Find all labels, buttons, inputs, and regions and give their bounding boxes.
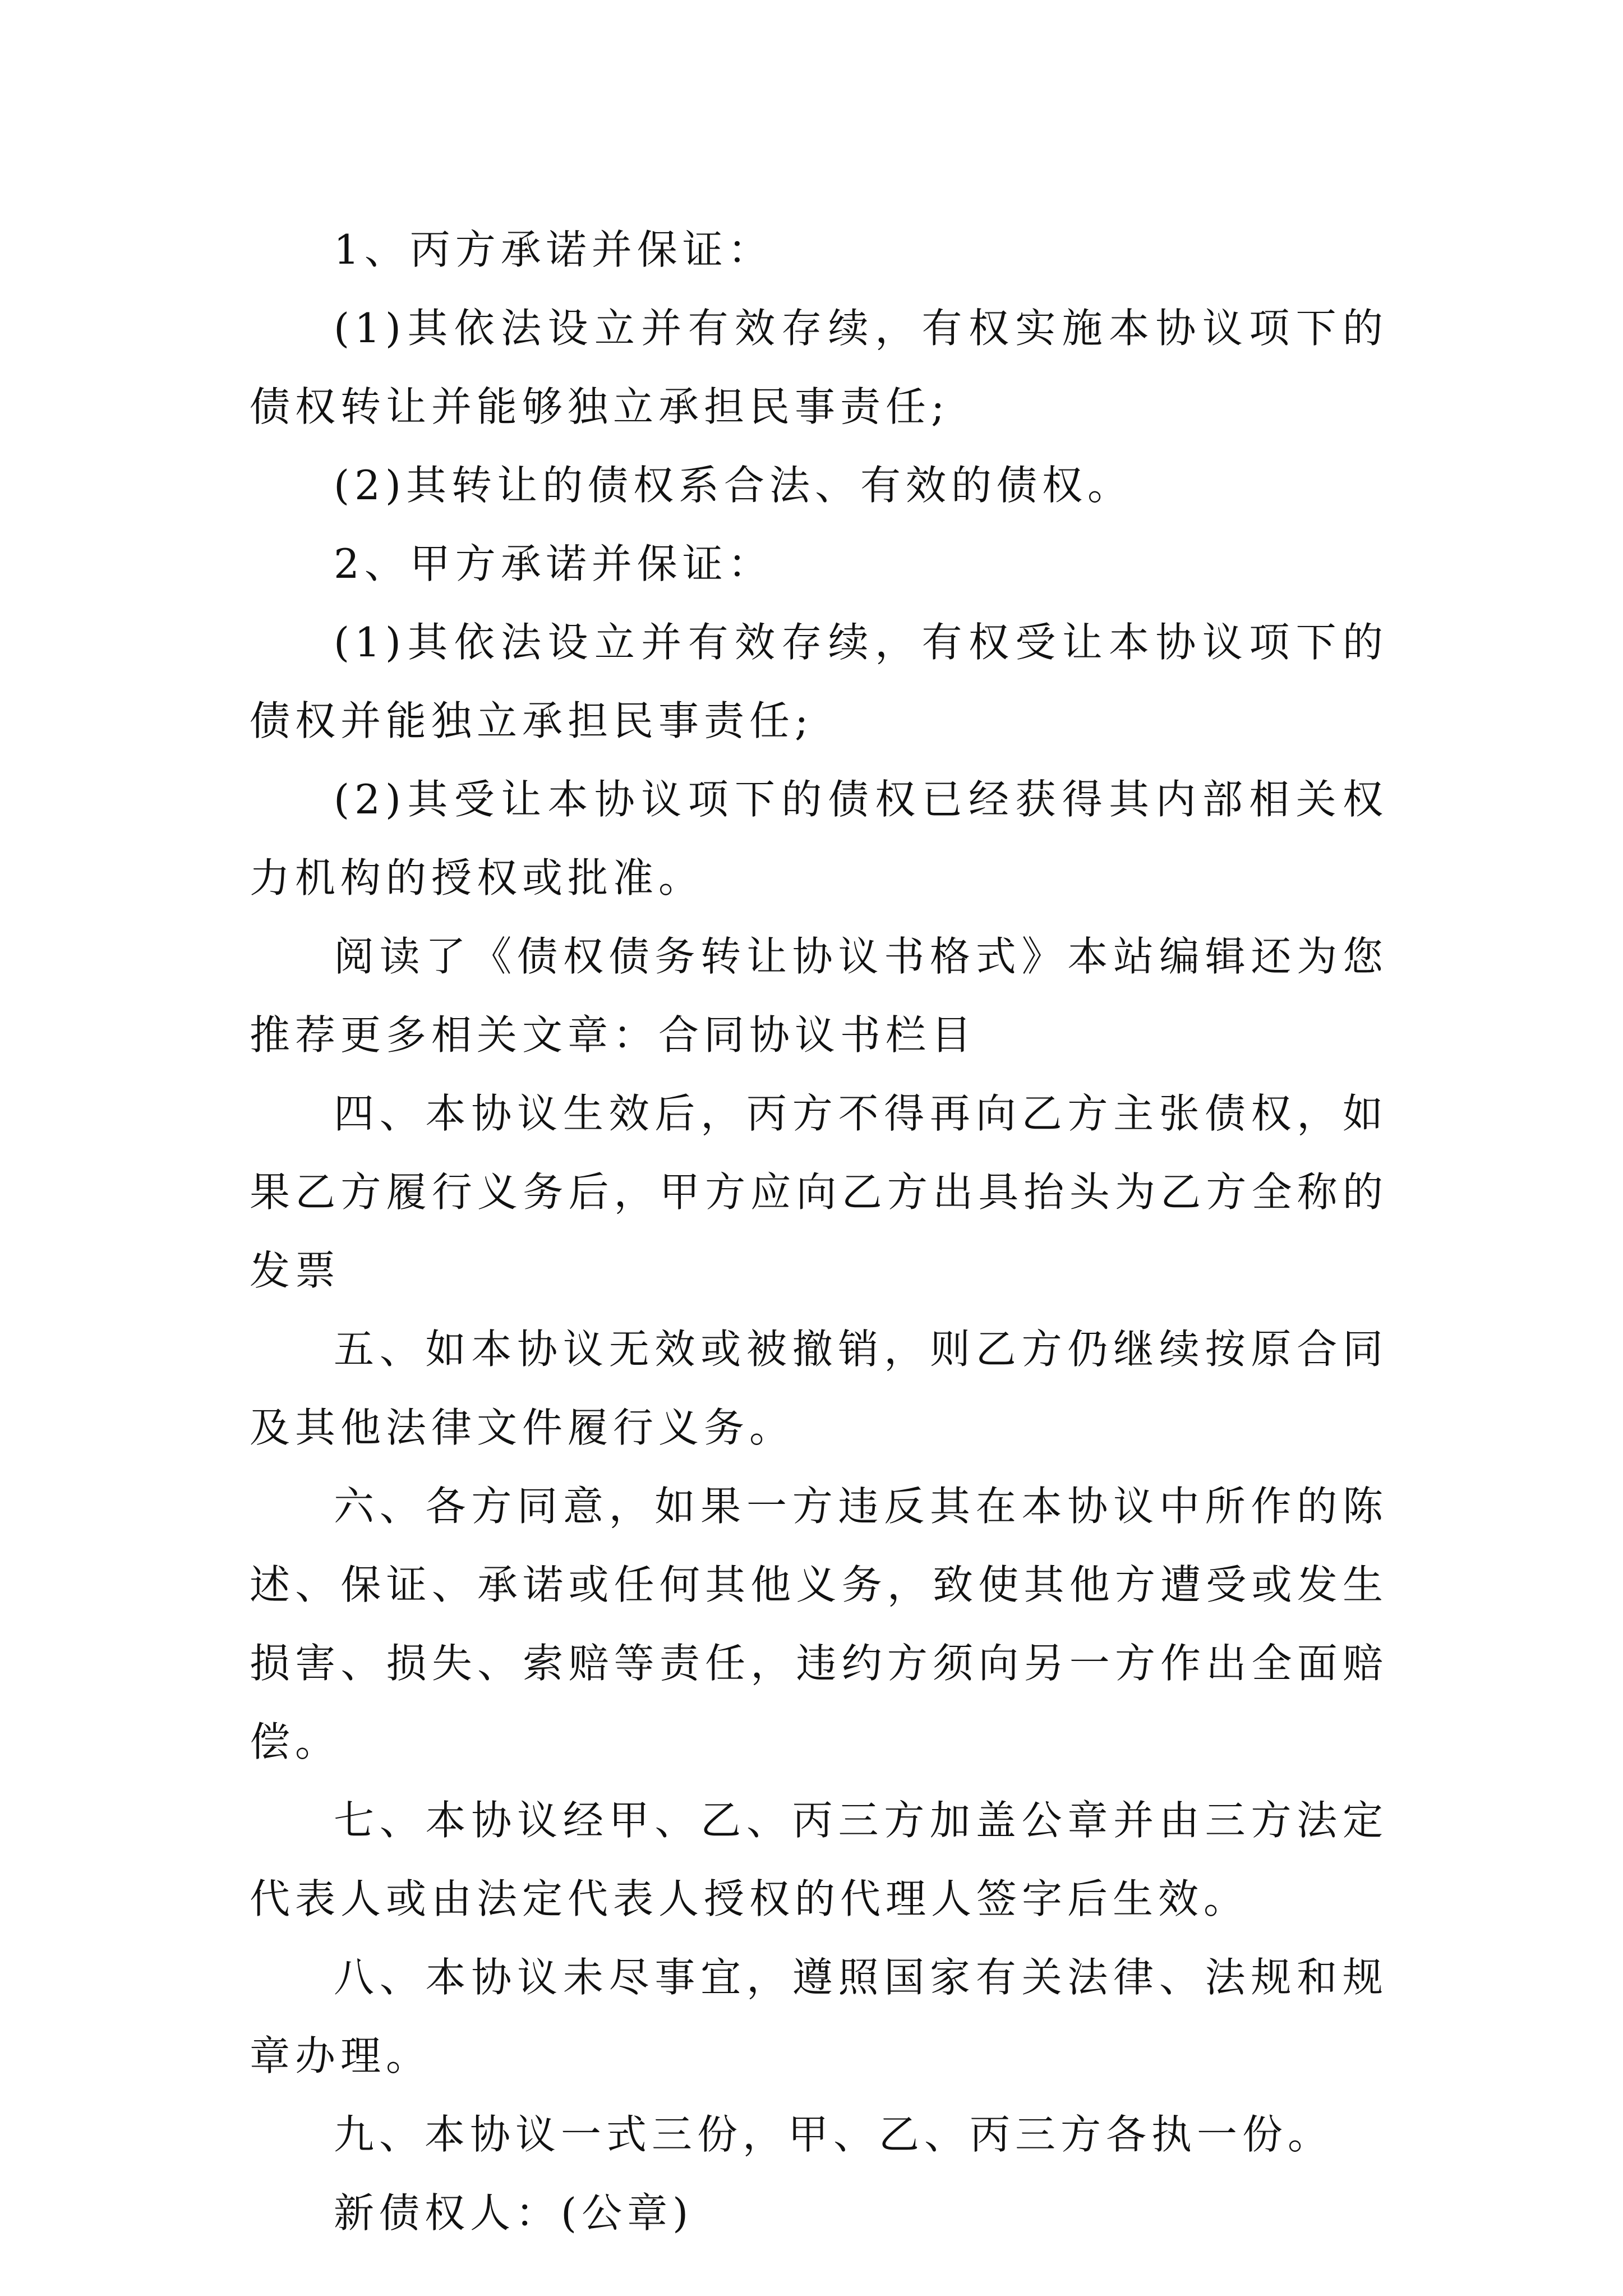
clause-paragraph: 七、本协议经甲、乙、丙三方加盖公章并由三方法定代表人或由法定代表人授权的代理人签字后生效。 — [250, 1797, 1388, 1922]
recommendation-paragraph: 阅读了《债权债务转让协议书格式》本站编辑还为您推荐更多相关文章：合同协议书栏目 — [250, 933, 1388, 1059]
clause-paragraph: 1、丙方承诺并保证： — [334, 226, 773, 273]
clause-paragraph: 六、各方同意，如果一方违反其在本协议中所作的陈述、保证、承诺或任何其他义务，致使其他方遭受或发生损害、损失、索赔等责任，违约方须向另一方作出全面赔偿。 — [250, 1483, 1388, 1765]
clause-paragraph: 四、本协议生效后，丙方不得再向乙方主张债权，如果乙方履行义务后，甲方应向乙方出具抬头为乙方全称的发票 — [250, 1090, 1388, 1294]
clause-paragraph: (1)其依法设立并有效存续，有权受让本协议项下的债权并能独立承担民事责任; — [250, 619, 1388, 744]
clause-paragraph: (1)其依法设立并有效存续，有权实施本协议项下的债权转让并能够独立承担民事责任; — [250, 305, 1388, 430]
clause-paragraph: 五、如本协议无效或被撤销，则乙方仍继续按原合同及其他法律文件履行义务。 — [250, 1326, 1388, 1451]
clause-paragraph: (2)其转让的债权系合法、有效的债权。 — [334, 462, 1133, 509]
clause-paragraph: (2)其受让本协议项下的债权已经获得其内部相关权力机构的授权或批准。 — [250, 776, 1388, 901]
signature-line: 新债权人：(公章) — [334, 2189, 694, 2237]
clause-paragraph: 九、本协议一式三份，甲、乙、丙三方各执一份。 — [334, 2111, 1334, 2158]
clause-paragraph: 2、甲方承诺并保证： — [334, 540, 773, 587]
clause-paragraph: 八、本协议未尽事宜，遵照国家有关法律、法规和规章办理。 — [250, 1954, 1388, 2079]
document-body — [250, 210, 1388, 2252]
